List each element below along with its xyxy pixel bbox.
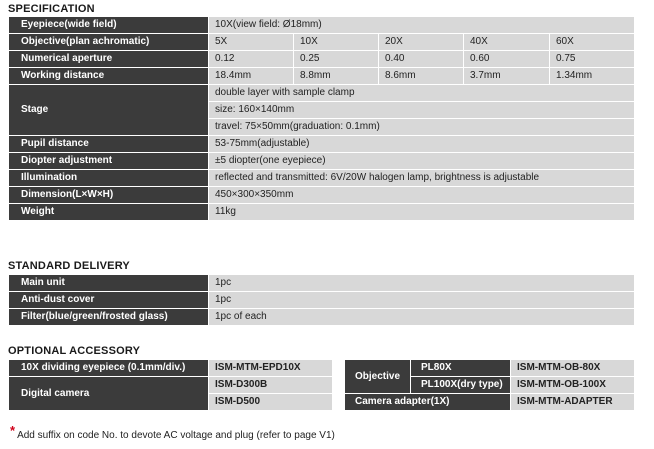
spec-value: size: 160×140mm [209, 102, 635, 119]
spec-cell: 0.60 [464, 51, 550, 68]
spec-row-objective [9, 34, 635, 51]
spec-row-weight [9, 204, 635, 221]
delivery-value: 1pc of each [209, 309, 635, 326]
spec-cell: 0.25 [294, 51, 379, 68]
standard-delivery-table [8, 274, 635, 326]
accessory-row-eyepiece [9, 360, 333, 377]
delivery-label: Main unit [9, 275, 209, 292]
optional-accessory-left-table [8, 359, 333, 411]
specification-title: SPECIFICATION [8, 3, 95, 15]
accessory-code: ISM-MTM-EPD10X [209, 360, 333, 377]
accessory-code: ISM-MTM-ADAPTER [511, 394, 635, 411]
spec-row-diopter [9, 153, 635, 170]
accessory-code: ISM-MTM-OB-80X [511, 360, 635, 377]
spec-label: Dimension(L×W×H) [9, 187, 209, 204]
spec-cell: 10X [294, 34, 379, 51]
spec-row-working-distance [9, 68, 635, 85]
spec-cell: 1.34mm [550, 68, 635, 85]
spec-label: Pupil distance [9, 136, 209, 153]
spec-cell: 0.75 [550, 51, 635, 68]
spec-label: Stage [9, 85, 209, 136]
accessory-label: 10X dividing eyepiece (0.1mm/div.) [9, 360, 209, 377]
spec-label: Illumination [9, 170, 209, 187]
delivery-label: Anti-dust cover [9, 292, 209, 309]
delivery-value: 1pc [209, 275, 635, 292]
adapter-label: Camera adapter(1X) [345, 394, 511, 411]
delivery-row [9, 292, 635, 309]
spec-cell: 8.8mm [294, 68, 379, 85]
spec-row-illumination [9, 170, 635, 187]
accessory-row-camera [9, 377, 333, 394]
spec-cell: 18.4mm [209, 68, 294, 85]
spec-label: Working distance [9, 68, 209, 85]
spec-cell: 20X [379, 34, 464, 51]
spec-row-stage [9, 85, 635, 102]
spec-value: double layer with sample clamp [209, 85, 635, 102]
spec-cell: 60X [550, 34, 635, 51]
spec-label: Eyepiece(wide field) [9, 17, 209, 34]
spec-row-numerical-aperture [9, 51, 635, 68]
spec-label: Weight [9, 204, 209, 221]
spec-cell: 0.12 [209, 51, 294, 68]
accessory-code: ISM-MTM-OB-100X [511, 377, 635, 394]
accessory-code: ISM-D500 [209, 394, 333, 411]
optional-accessory-title: OPTIONAL ACCESSORY [8, 345, 141, 357]
objective-label: Objective [345, 360, 411, 394]
spec-value: 11kg [209, 204, 635, 221]
spec-cell: 3.7mm [464, 68, 550, 85]
spec-label: Diopter adjustment [9, 153, 209, 170]
delivery-row [9, 309, 635, 326]
spec-cell: 5X [209, 34, 294, 51]
accessory-code: ISM-D300B [209, 377, 333, 394]
delivery-value: 1pc [209, 292, 635, 309]
standard-delivery-title: STANDARD DELIVERY [8, 260, 130, 272]
delivery-row [9, 275, 635, 292]
specification-table [8, 16, 635, 221]
accessory-row-adapter [345, 394, 635, 411]
footnote-text: Add suffix on code No. to devote AC voltage and plug (refer to page V1) [17, 430, 335, 441]
spec-value: 10X(view field: Ø18mm) [209, 17, 635, 34]
spec-label: Objective(plan achromatic) [9, 34, 209, 51]
spec-cell: 0.40 [379, 51, 464, 68]
accessory-row-objective-80x [345, 360, 635, 377]
objective-name: PL80X [411, 360, 511, 377]
spec-label: Numerical aperture [9, 51, 209, 68]
spec-row-eyepiece [9, 17, 635, 34]
spec-value: ±5 diopter(one eyepiece) [209, 153, 635, 170]
spec-value: reflected and transmitted: 6V/20W halogen lamp, brightness is adjustable [209, 170, 635, 187]
objective-name: PL100X(dry type) [411, 377, 511, 394]
footnote [10, 423, 335, 441]
optional-accessory-right-table [344, 359, 635, 411]
delivery-label: Filter(blue/green/frosted glass) [9, 309, 209, 326]
spec-cell: 8.6mm [379, 68, 464, 85]
spec-cell: 40X [464, 34, 550, 51]
spec-value: 53-75mm(adjustable) [209, 136, 635, 153]
footnote-star: * [10, 423, 16, 438]
spec-value: travel: 75×50mm(graduation: 0.1mm) [209, 119, 635, 136]
spec-value: 450×300×350mm [209, 187, 635, 204]
spec-row-pupil-distance [9, 136, 635, 153]
spec-row-dimension [9, 187, 635, 204]
accessory-label: Digital camera [9, 377, 209, 411]
